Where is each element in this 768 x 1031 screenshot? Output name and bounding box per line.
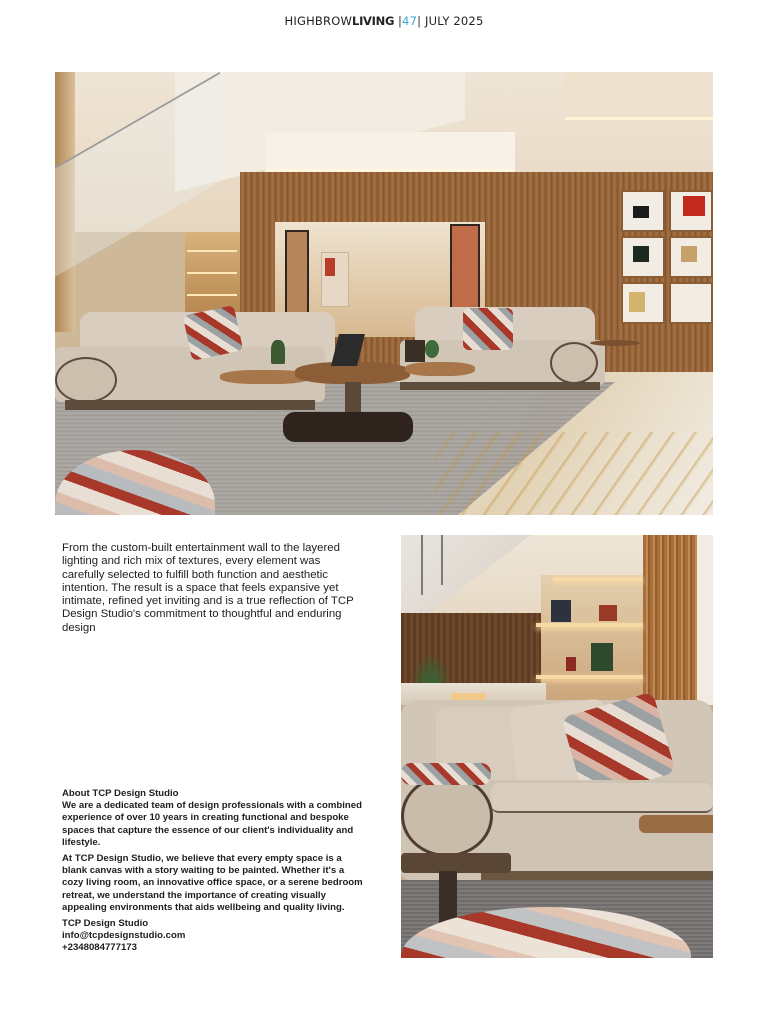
running-header xyxy=(0,14,768,28)
article-body: From the custom-built entertainment wall to the layered lighting and rich mix of textures, every element was carefully selected to fulfill both function and aesthetic intention. The result is a space that feels expansive yet intimate, refined yet inviting and is a true reflection of TCP Design Studio's commitment to thoughtful and enduring design xyxy=(62,542,354,634)
about-paragraph-1: We are a dedicated team of design professionals with a combined experience of over 10 years in creating functional and bespoke spaces that capture the essence of our client's individuality and lifestyle. xyxy=(62,800,362,848)
magazine-name-secondary: LIVING xyxy=(352,14,395,28)
about-section xyxy=(62,788,367,954)
contact-email[interactable]: info@tcpdesignstudio.com xyxy=(62,930,186,942)
issue-date: JULY 2025 xyxy=(425,14,484,28)
contact-block xyxy=(62,918,367,954)
about-heading: About TCP Design Studio xyxy=(62,788,179,799)
magazine-name-primary: HIGHBROW xyxy=(284,14,353,28)
sofa-closeup-photo xyxy=(401,535,713,958)
header-separator: | xyxy=(394,14,403,28)
contact-phone[interactable]: +2348084777173 xyxy=(62,942,137,954)
page-number: 47 xyxy=(402,14,418,28)
about-paragraph-2: At TCP Design Studio, we believe that every empty space is a blank canvas with a story waiting to be painted. Whether it's a cozy living room, an innovative office space, or a serene bedroom retreat, we understand the importance of creating visually appealing environments that aids wellbeing and quality living. xyxy=(62,853,363,913)
header-separator: | xyxy=(417,14,426,28)
contact-name: TCP Design Studio xyxy=(62,918,149,930)
living-room-photo xyxy=(55,72,713,515)
